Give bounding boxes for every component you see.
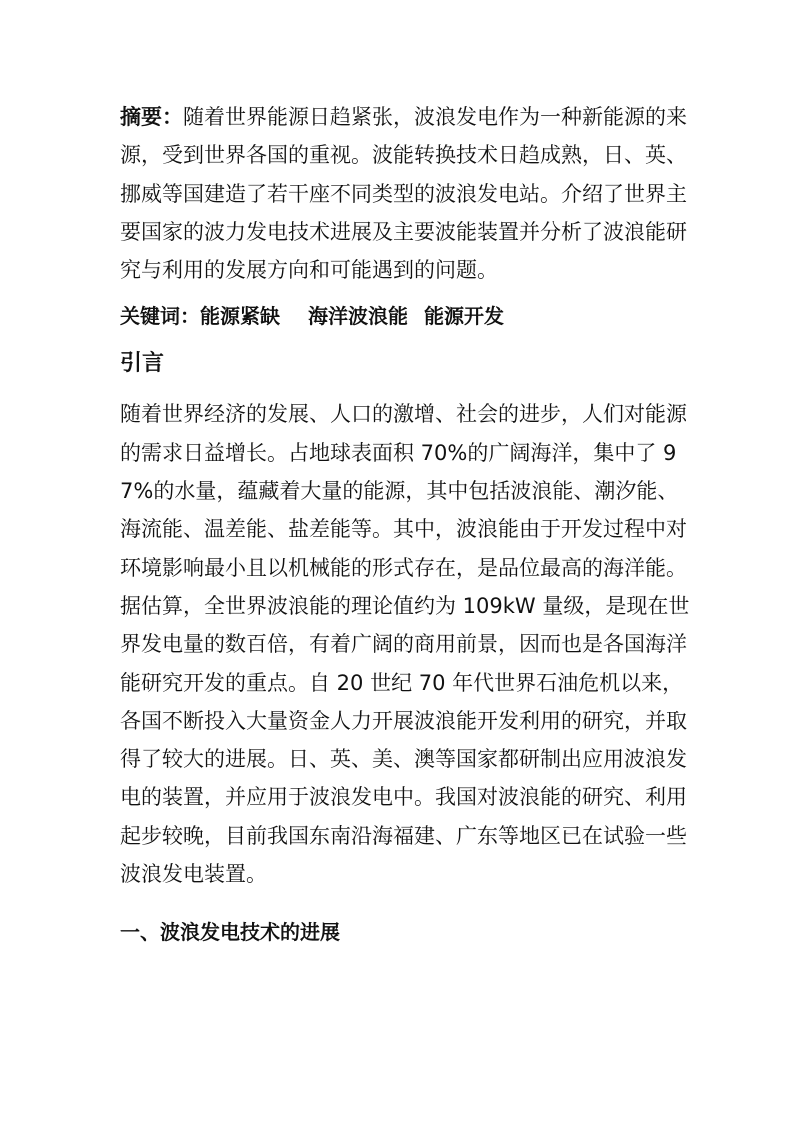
keyword-item: 能源开发 [424, 304, 504, 329]
abstract-label: 摘要： [120, 105, 183, 129]
intro-heading: 引言 [120, 351, 165, 377]
abstract-text: 随着世界能源日趋紧张，波浪发电作为一种新能源的来源，受到世界各国的重视。波能转换技术日趋成熟，日、英、挪威等国建造了若干座不同类型的波浪发电站。介绍了世界主要国家的波力发电技术进展及主要波能装置并分析了波浪能研究与利用的发展方向和可能遇到的问题。 [120, 105, 687, 283]
keywords-line [120, 301, 690, 331]
section-heading: 一、波浪发电技术的进展 [120, 920, 340, 945]
keywords-label: 关键词： [120, 304, 200, 329]
keyword-item: 能源紧缺 [200, 304, 280, 329]
document-page [120, 98, 690, 947]
intro-paragraph: 随着世界经济的发展、人口的激增、社会的进步，人们对能源的需求日益增长。占地球表面积 70%的广阔海洋，集中了 97%的水量，蕴藏着大量的能源，其中包括波浪能、潮汐能、海流能、温差能、盐差能等。其中，波浪能由于开发过程中对环境影响最小且以机械能的形式存在，是品位最高的海洋能。据估算，全世界波浪能的理论值约为 109kW 量级，是现在世界发电量的数百倍，有着广阔的商用前景，因而也是各国海洋能研究开发的重点。自 20 世纪 70 年代世界石油危机以来，各国不断投入大量资金人力开展波浪能开发利用的研究，并取得了较大的进展。日、英、美、澳等国家都研制出应用波浪发电的装置，并应用于波浪发电中。我国对波浪能的研究、利用起步较晚，目前我国东南沿海福建、广东等地区已在试验一些波浪发电装置。 [120, 402, 690, 887]
abstract-paragraph [120, 98, 690, 289]
keyword-item: 海洋波浪能 [308, 304, 408, 329]
